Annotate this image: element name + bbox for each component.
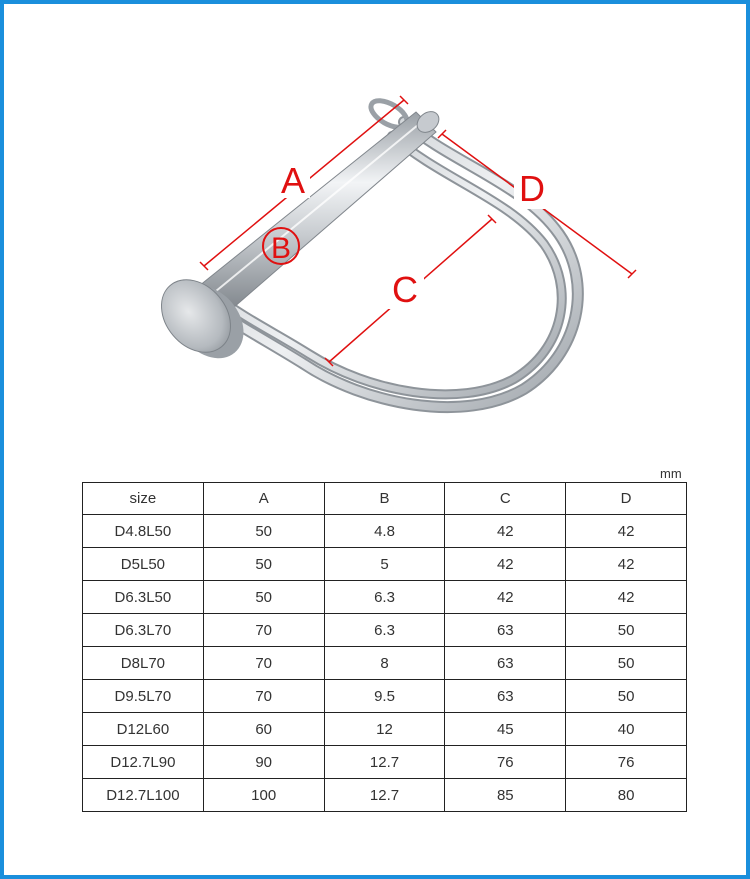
cell-d: 50 <box>566 614 687 647</box>
cell-b: 8 <box>324 647 445 680</box>
shaft-pin-diagram <box>4 4 746 454</box>
cell-c: 45 <box>445 713 566 746</box>
cell-d: 80 <box>566 779 687 812</box>
table-row <box>83 647 687 680</box>
table-row <box>83 581 687 614</box>
cell-b: 4.8 <box>324 515 445 548</box>
product-frame <box>4 4 746 875</box>
cell-a: 50 <box>203 515 324 548</box>
table-row <box>83 746 687 779</box>
cell-size: D8L70 <box>83 647 204 680</box>
cell-d: 42 <box>566 548 687 581</box>
header-b: B <box>324 483 445 515</box>
cell-a: 60 <box>203 713 324 746</box>
cell-c: 85 <box>445 779 566 812</box>
cell-size: D4.8L50 <box>83 515 204 548</box>
cell-c: 63 <box>445 614 566 647</box>
table-header-row <box>83 483 687 515</box>
cell-size: D6.3L70 <box>83 614 204 647</box>
cell-size: D12.7L100 <box>83 779 204 812</box>
cell-c: 63 <box>445 680 566 713</box>
table-row <box>83 713 687 746</box>
header-size: size <box>83 483 204 515</box>
cell-size: D12L60 <box>83 713 204 746</box>
unit-label: mm <box>660 466 682 481</box>
cell-b: 12.7 <box>324 779 445 812</box>
cell-b: 12 <box>324 713 445 746</box>
table-row <box>83 779 687 812</box>
header-c: C <box>445 483 566 515</box>
label-a: A <box>280 160 306 201</box>
cell-c: 63 <box>445 647 566 680</box>
cell-d: 40 <box>566 713 687 746</box>
cell-c: 42 <box>445 548 566 581</box>
cell-a: 50 <box>203 581 324 614</box>
spec-table <box>82 482 687 812</box>
cell-d: 50 <box>566 647 687 680</box>
table-row <box>83 548 687 581</box>
cell-b: 6.3 <box>324 614 445 647</box>
cell-a: 90 <box>203 746 324 779</box>
cell-a: 50 <box>203 548 324 581</box>
cell-b: 5 <box>324 548 445 581</box>
cell-d: 42 <box>566 515 687 548</box>
header-a: A <box>203 483 324 515</box>
cell-b: 6.3 <box>324 581 445 614</box>
cell-a: 70 <box>203 614 324 647</box>
cell-c: 42 <box>445 515 566 548</box>
cell-size: D5L50 <box>83 548 204 581</box>
cell-b: 9.5 <box>324 680 445 713</box>
label-c: C <box>392 269 418 310</box>
table-row <box>83 515 687 548</box>
cell-size: D12.7L90 <box>83 746 204 779</box>
cell-size: D6.3L50 <box>83 581 204 614</box>
cell-size: D9.5L70 <box>83 680 204 713</box>
cell-a: 100 <box>203 779 324 812</box>
cell-d: 50 <box>566 680 687 713</box>
cell-d: 42 <box>566 581 687 614</box>
table-row <box>83 614 687 647</box>
cell-d: 76 <box>566 746 687 779</box>
cell-a: 70 <box>203 680 324 713</box>
cell-c: 76 <box>445 746 566 779</box>
cell-c: 42 <box>445 581 566 614</box>
header-d: D <box>566 483 687 515</box>
label-b: B <box>270 232 292 265</box>
label-d: D <box>519 168 545 209</box>
cell-a: 70 <box>203 647 324 680</box>
table-row <box>83 680 687 713</box>
cell-b: 12.7 <box>324 746 445 779</box>
